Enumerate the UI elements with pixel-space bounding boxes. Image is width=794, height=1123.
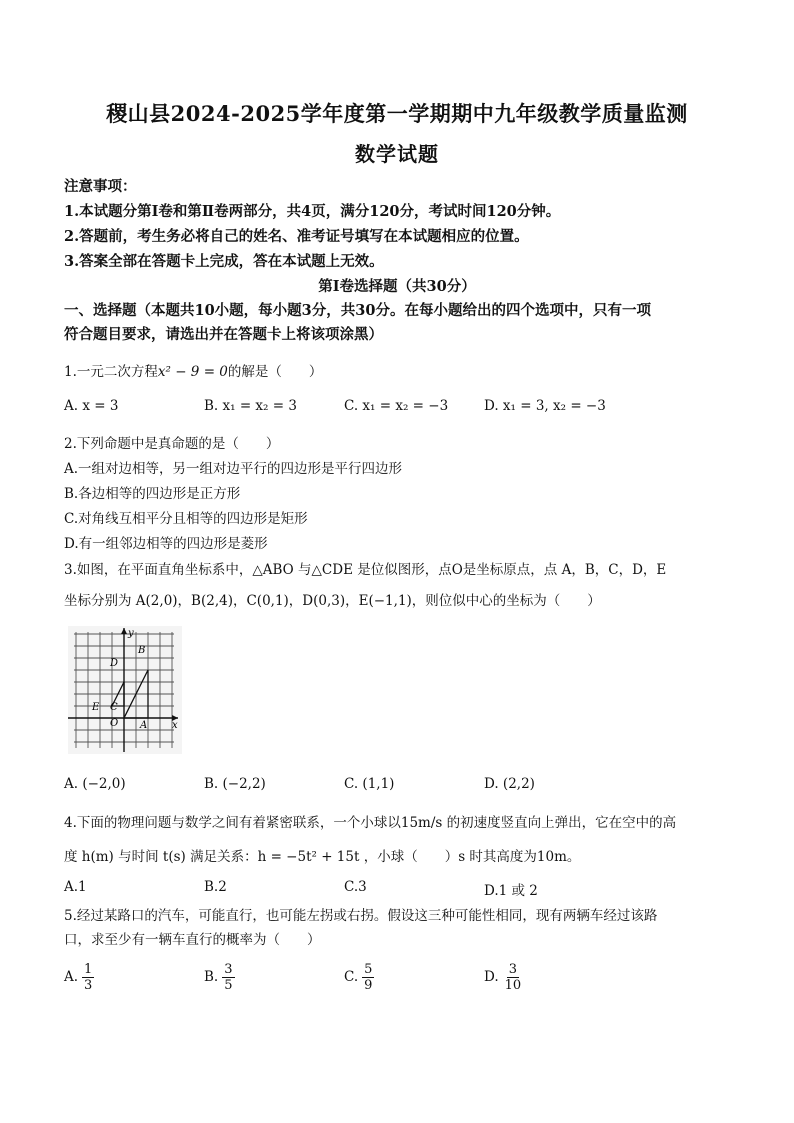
q1-equation: x² − 9 = 0 <box>157 364 228 380</box>
q5-option-a-denominator: 3 <box>84 978 93 993</box>
q4-option-c[interactable]: C.3 <box>344 879 367 895</box>
label-x: x <box>172 720 178 731</box>
q1-stem-pre: 1.一元二次方程 <box>64 364 158 380</box>
label-y: y <box>128 628 134 639</box>
label-o: O <box>110 718 119 729</box>
q5-option-d-numerator: 3 <box>508 962 518 977</box>
section1-title: 第Ⅰ卷选择题（共30分） <box>318 278 476 295</box>
notice-item-3: 3.答案全部在答题卡上完成，答在本试题上无效。 <box>64 253 384 270</box>
q4-option-d[interactable]: D.1 或 2 <box>484 883 538 899</box>
q5-option-d-denominator: 10 <box>504 978 522 993</box>
notice-item-1: 1.本试题分第Ⅰ卷和第Ⅱ卷两部分，共4页，满分120分，考试时间120分钟。 <box>64 203 561 220</box>
q5-option-a-letter: A. <box>64 969 79 985</box>
question-5-line2: 口，求至少有一辆车直行的概率为（ ） <box>64 932 321 948</box>
figure-background <box>68 626 182 754</box>
q5-option-d-letter: D. <box>484 969 499 985</box>
q5-option-d[interactable] <box>484 962 523 993</box>
q3-option-b[interactable]: B. (−2,2) <box>204 776 266 792</box>
q1-stem-post: 的解是（ ） <box>227 364 323 380</box>
label-c: C <box>110 702 118 713</box>
q2-option-c[interactable]: C.对角线互相平分且相等的四边形是矩形 <box>64 511 308 527</box>
question-5-line1: 5.经过某路口的汽车，可能直行，也可能左拐或右拐。假设这三种可能性相同，现有两辆车经过该路 <box>64 908 658 924</box>
q5-option-b-fraction <box>222 962 234 993</box>
q3-option-d[interactable]: D. (2,2) <box>484 776 535 792</box>
q3-option-c[interactable]: C. (1,1) <box>344 776 395 792</box>
question-1-stem <box>64 360 322 380</box>
q5-option-c-letter: C. <box>344 969 359 985</box>
question-2-stem: 2.下列命题中是真命题的是（ ） <box>64 436 280 452</box>
q5-option-b[interactable] <box>204 962 235 993</box>
question-4-line2: 度 h(m) 与时间 t(s) 满足关系：h = −5t² + 15t ，小球（ ）s 时其高度为10m。 <box>64 849 581 865</box>
notice-heading: 注意事项： <box>64 178 137 195</box>
q3-coordinate-figure <box>68 626 182 754</box>
q4-option-a[interactable]: A.1 <box>64 879 87 895</box>
q4-option-b[interactable]: B.2 <box>204 879 227 895</box>
q5-option-c-numerator: 5 <box>364 962 373 977</box>
q5-option-c-fraction <box>362 962 374 993</box>
exam-title: 稷山县2024-2025学年度第一学期期中九年级教学质量监测 <box>106 101 688 126</box>
q1-option-b[interactable]: B. x₁ = x₂ = 3 <box>204 398 297 414</box>
notice-item-2: 2.答题前，考生务必将自己的姓名、准考证号填写在本试题相应的位置。 <box>64 228 529 245</box>
q5-option-c[interactable] <box>344 962 374 993</box>
q2-option-d[interactable]: D.有一组邻边相等的四边形是菱形 <box>64 536 268 552</box>
q2-option-a[interactable]: A.一组对边相等，另一组对边平行的四边形是平行四边形 <box>64 461 403 477</box>
exam-subtitle: 数学试题 <box>355 142 439 166</box>
q5-option-a-fraction <box>82 962 94 993</box>
section1-instruction-line1: 一、选择题（本题共10小题，每小题3分，共30分。在每小题给出的四个选项中，只有一项 <box>64 302 651 319</box>
question-3-line2: 坐标分别为 A(2,0)，B(2,4)，C(0,1)，D(0,3)，E(−1,1)，则位似中心的坐标为（ ） <box>64 593 601 609</box>
q1-option-a[interactable]: A. x = 3 <box>64 398 119 414</box>
q5-option-d-fraction <box>503 962 524 993</box>
label-a: A <box>140 720 148 731</box>
q5-option-a[interactable] <box>64 962 94 993</box>
q5-option-a-numerator: 1 <box>84 962 93 977</box>
label-d: D <box>110 658 119 669</box>
section1-instruction-line2: 符合题目要求，请选出并在答题卡上将该项涂黑） <box>64 326 383 343</box>
question-4-line1: 4.下面的物理问题与数学之间有着紧密联系，一个小球以15m/s 的初速度竖直向上弹出，它在空中的高 <box>64 815 677 831</box>
q5-option-b-letter: B. <box>204 969 219 985</box>
q5-option-c-denominator: 9 <box>364 978 373 993</box>
q5-option-b-numerator: 3 <box>224 962 233 977</box>
q5-option-b-denominator: 5 <box>224 978 233 993</box>
label-b: B <box>138 645 146 656</box>
question-3-line1: 3.如图，在平面直角坐标系中，△ABO 与△CDE 是位似图形，点O是坐标原点，点 A，B，C，D，E <box>64 562 667 578</box>
q1-option-d[interactable]: D. x₁ = 3, x₂ = −3 <box>484 398 606 414</box>
q2-option-b[interactable]: B.各边相等的四边形是正方形 <box>64 486 241 502</box>
q3-option-a[interactable]: A. (−2,0) <box>64 776 126 792</box>
label-e: E <box>92 702 100 713</box>
q1-option-c[interactable]: C. x₁ = x₂ = −3 <box>344 398 449 414</box>
